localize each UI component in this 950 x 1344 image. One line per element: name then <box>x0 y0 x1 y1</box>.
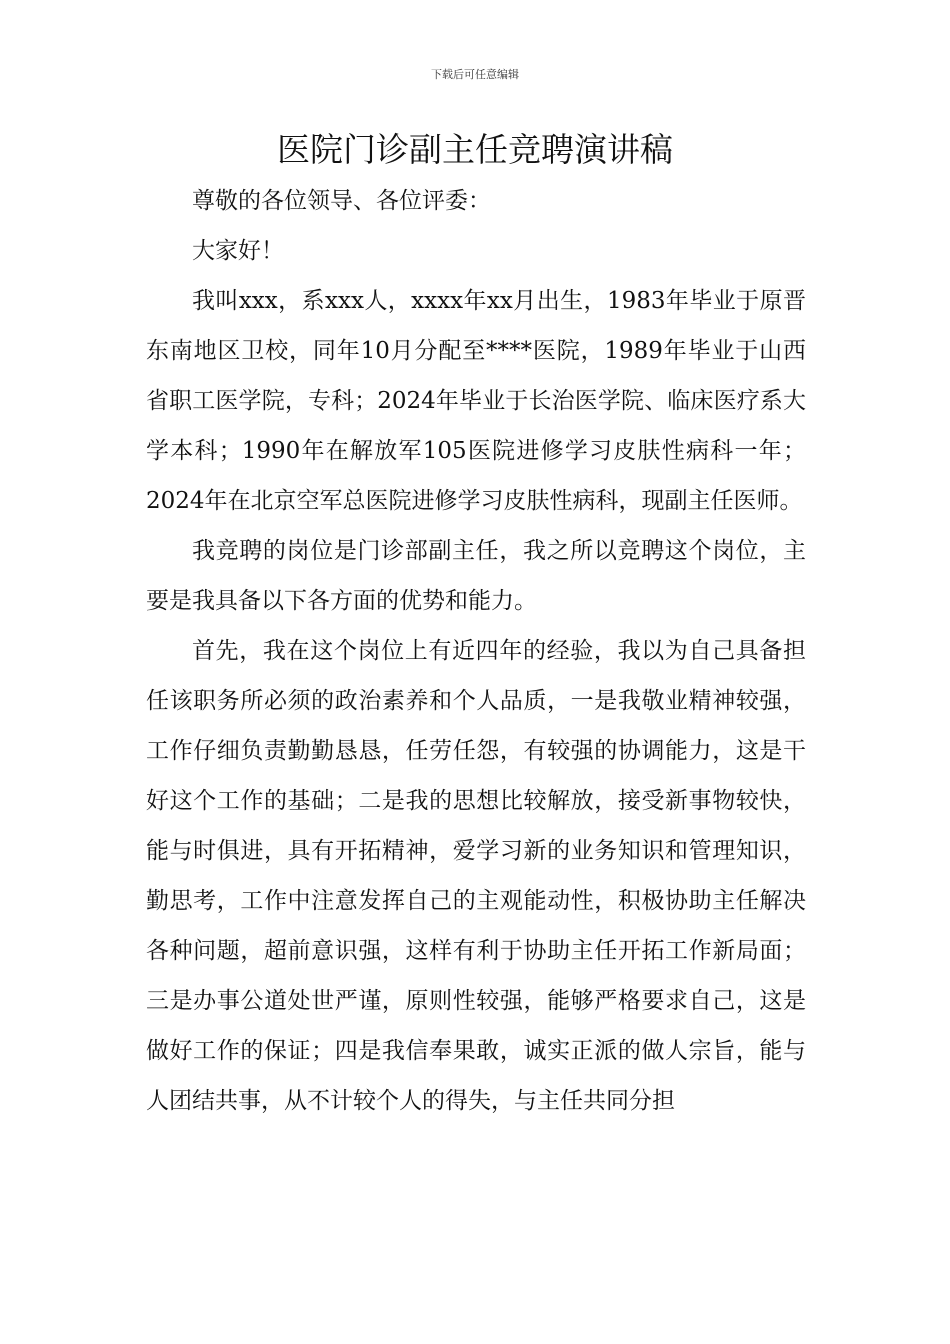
paragraph-position: 我竞聘的岗位是门诊部副主任，我之所以竞聘这个岗位，主要是我具备以下各方面的优势和能力。 <box>146 538 806 614</box>
header-note: 下载后可任意编辑 <box>431 68 519 81</box>
salutation: 尊敬的各位领导、各位评委： <box>192 188 491 214</box>
paragraph-intro: 我叫xxx，系xxx人，xxxx年xx月出生，1983年毕业于原晋东南地区卫校，同年10月分配至****医院，1989年毕业于山西省职工医学院，专科；2024年毕业于长治医学院、临床医疗系大学本科；1990年在解放军105医院进修学习皮肤性病科一年；2024年在北京空军总医院进修学习皮肤性病科，现副主任医师。 <box>146 288 806 514</box>
document-body <box>146 176 806 1126</box>
greeting: 大家好！ <box>192 238 284 264</box>
paragraph-qualifications: 首先，我在这个岗位上有近四年的经验，我以为自己具备担任该职务所必须的政治素养和个人品质，一是我敬业精神较强，工作仔细负责勤勤恳恳，任劳任怨，有较强的协调能力，这是干好这个工作的基础；二是我的思想比较解放，接受新事物较快，能与时俱进，具有开拓精神，爱学习新的业务知识和管理知识，勤思考，工作中注意发挥自己的主观能动性，积极协助主任解决各种问题，超前意识强，这样有利于协助主任开拓工作新局面；三是办事公道处世严谨，原则性较强，能够严格要求自己，这是做好工作的保证；四是我信奉果敢，诚实正派的做人宗旨，能与人团结共事，从不计较个人的得失，与主任共同分担 <box>146 638 806 1114</box>
document-title: 医院门诊副主任竞聘演讲稿 <box>277 130 673 169</box>
